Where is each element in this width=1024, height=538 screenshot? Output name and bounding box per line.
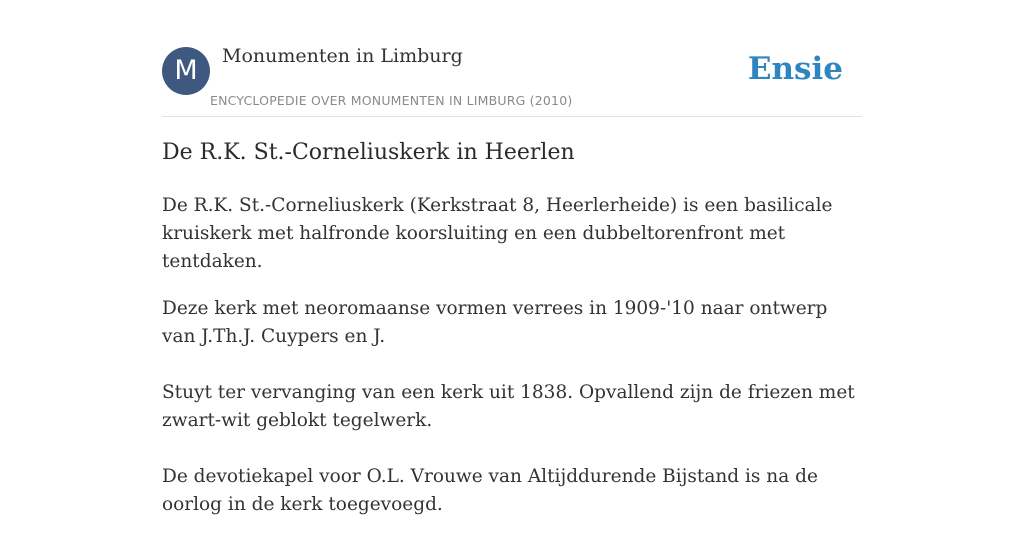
page-title: De R.K. St.-Corneliuskerk in Heerlen: [162, 140, 575, 165]
article-paragraph: Deze kerk met neoromaanse vormen verrees in 1909-'10 naar ontwerp van J.Th.J. Cuypers en J.: [162, 298, 828, 347]
article-body: [162, 192, 862, 538]
brand-logo[interactable]: Ensie: [747, 51, 843, 87]
avatar[interactable]: M: [162, 47, 210, 95]
source-header: [162, 0, 862, 117]
article-paragraph: De R.K. St.-Corneliuskerk (Kerkstraat 8, Heerlerheide) is een basilicale kruiskerk met halfronde koorsluiting en een dubbeltorenfront met tentdaken.: [162, 195, 833, 272]
article-card: [162, 0, 862, 515]
article-paragraph: De devotiekapel voor O.L. Vrouwe van Altijddurende Bijstand is na de oorlog in de kerk toegevoegd.: [162, 466, 818, 515]
article-paragraph: Stuyt ter vervanging van een kerk uit 1838. Opvallend zijn de friezen met zwart-wit geblokt tegelwerk.: [162, 382, 855, 431]
source-subtitle: ENCYCLOPEDIE OVER MONUMENTEN IN LIMBURG (2010): [210, 93, 573, 108]
source-title[interactable]: Monumenten in Limburg: [222, 45, 463, 67]
